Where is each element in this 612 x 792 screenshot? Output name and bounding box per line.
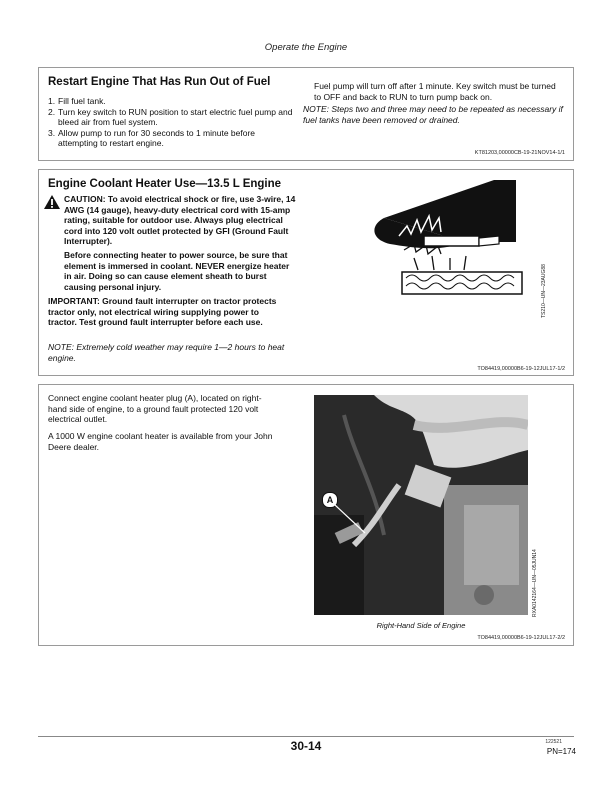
connect-section (38, 384, 574, 646)
connect-image-code: RXA0142164—UN—05JUN14 (532, 549, 538, 617)
caution-text: CAUTION: To avoid electrical shock or fire, use 3-wire, 14 AWG (14 gauge), heavy-duty electrical cord with 15-amp rating, suitable for outdoor use. Always plug electrical cord into 120 volt outlet protected by GFI (Ground Fault Interrupter). (64, 194, 296, 247)
pn-number: PN=174 (546, 747, 576, 756)
restart-title: Restart Engine That Has Run Out of Fuel (48, 76, 271, 88)
page-number: 30-14 (290, 739, 322, 753)
photo-caption: Right-Hand Side of Engine (376, 621, 466, 630)
caution-text-2: Before connecting heater to power source, be sure that element is immersed in coolant. NEVER energize heater in air. Doing so can cause element sheath to burst causing personal injury. (64, 250, 290, 292)
step-3: 3. Allow pump to run for 30 seconds to 1 minute before attempting to restart engine. (48, 127, 256, 149)
connect-paragraph-1: Connect engine coolant heater plug (A), located on right-hand side of engine, to a ground fault protected 120 volt electrical outlet. (48, 393, 262, 425)
coolant-image-code: TS210—UN—23AUG88 (541, 264, 547, 318)
connect-code: TO84419,00000B6-19-12JUL17-2/2 (477, 635, 565, 641)
coolant-title: Engine Coolant Heater Use—13.5 L Engine (48, 178, 282, 190)
footer-small-code: 122521 (545, 739, 562, 745)
footer-rule (38, 736, 574, 737)
coolant-note: NOTE: Extremely cold weather may require 1—2 hours to heat engine. (48, 342, 285, 363)
restart-steps (48, 96, 293, 149)
running-header: Operate the Engine (264, 42, 348, 53)
restart-code: KT81203,00000CB-19-21NOV14-1/1 (474, 150, 565, 156)
warning-triangle-icon (44, 195, 60, 209)
step-2: 2. Turn key switch to RUN position to start electric fuel pump and bleed air from fuel system. (48, 106, 293, 128)
coolant-section (38, 169, 574, 376)
restart-section (38, 67, 574, 161)
shock-hazard-illustration (344, 178, 529, 308)
fuel-pump-text: Fuel pump will turn off after 1 minute. Key switch must be turned to OFF and back to RUN to turn pump back on. (314, 81, 556, 102)
coolant-code: TO84419,00000B6-19-12JUL17-1/2 (477, 366, 565, 372)
restart-note: NOTE: Steps two and three may need to be repeated as necessary if fuel tanks have been removed or drained. (303, 104, 563, 125)
callout-leader-line (335, 503, 375, 538)
callout-a: A (322, 492, 338, 508)
connect-paragraph-2: A 1000 W engine coolant heater is available from your John Deere dealer. (48, 431, 273, 452)
important-text: IMPORTANT: Ground fault interrupter on tractor protects tractor only, not electrical wiring supplying power to tractor. Test ground fault interrupter before each use. (48, 296, 277, 328)
step-1: 1. Fill fuel tank. (48, 96, 106, 106)
